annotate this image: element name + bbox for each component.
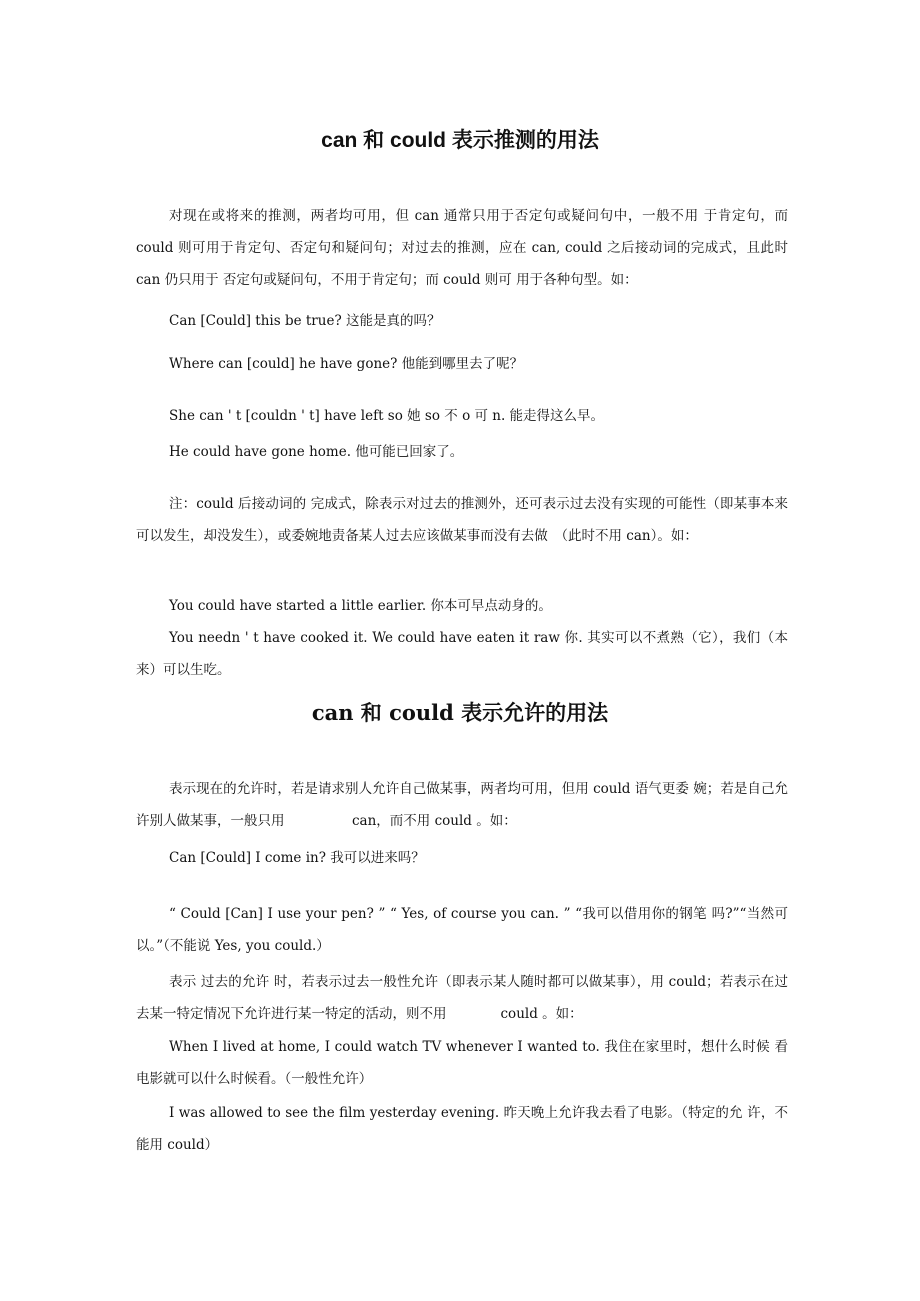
note-paragraph: 注：could 后接动词的 完成式，除表示对过去的推测外，还可表示过去没有实现的可能性（即某事本来可以发生，却没发生），或委婉地责备某人过去应该做某事而没有去做 （此时不用 can）。如： [136, 496, 788, 544]
example-sentence: Where can [could] he have gone? 他能到哪里去了呢？ [169, 356, 524, 372]
example-sentence: When I lived at home, I could watch TV whenever I wanted to. 我住在家里时，想什么时候 看电影就可以什么时候看。（一般性允许） [136, 1039, 788, 1087]
permission-intro-paragraph: 表示现在的允许时，若是请求别人允许自己做某事，两者均可用，但用 could 语气更委 婉；若是自己允许别人做某事，一般只用 can，而不用 could 。如： [136, 781, 788, 829]
example-sentence: “ Could [Can] I use your pen? ” “ Yes, of course you can. ” “我可以借用你的钢笔 吗?”“当然可以。”（不能说 Yes, you could.） [136, 906, 788, 954]
example-sentence: Can [Could] this be true? 这能是真的吗？ [169, 313, 441, 329]
example-sentence: She can ' t [couldn ' t] have left so 她 so 不 o 可 n. 能走得这么早。 [169, 408, 605, 424]
example-sentence: I was allowed to see the film yesterday evening. 昨天晚上允许我去看了电影。（特定的允 许，不能用 could） [136, 1105, 788, 1153]
example-sentence: You needn ' t have cooked it. We could have eaten it raw 你. 其实可以不煮熟（它），我们（本来）可以生吃。 [136, 630, 788, 678]
section-title-speculation: can 和 could 表示推测的用法 [321, 129, 599, 152]
example-sentence: He could have gone home. 他可能已回家了。 [169, 444, 464, 460]
example-sentence: Can [Could] I come in? 我可以进来吗？ [169, 850, 425, 866]
example-sentence: You could have started a little earlier. 你本可早点动身的。 [169, 598, 552, 614]
section-title-permission: can 和 could 表示允许的用法 [311, 700, 609, 725]
speculation-intro-paragraph: 对现在或将来的推测，两者均可用，但 can 通常只用于否定句或疑问句中，一般不用 于肯定句，而 could 则可用于肯定句、否定句和疑问句；对过去的推测，应在 can, could 之后接动词的完成式，且此时 can 仍只用于 否定句或疑问句，不用于肯定句；而 could 则可 用于各种句型。如： [136, 208, 788, 288]
past-permission-paragraph: 表示 过去的允许 时，若表示过去一般性允许（即表示某人随时都可以做某事），用 could；若表示在过去某一特定情况下允许进行某一特定的活动，则不用 could 。如： [136, 974, 788, 1022]
